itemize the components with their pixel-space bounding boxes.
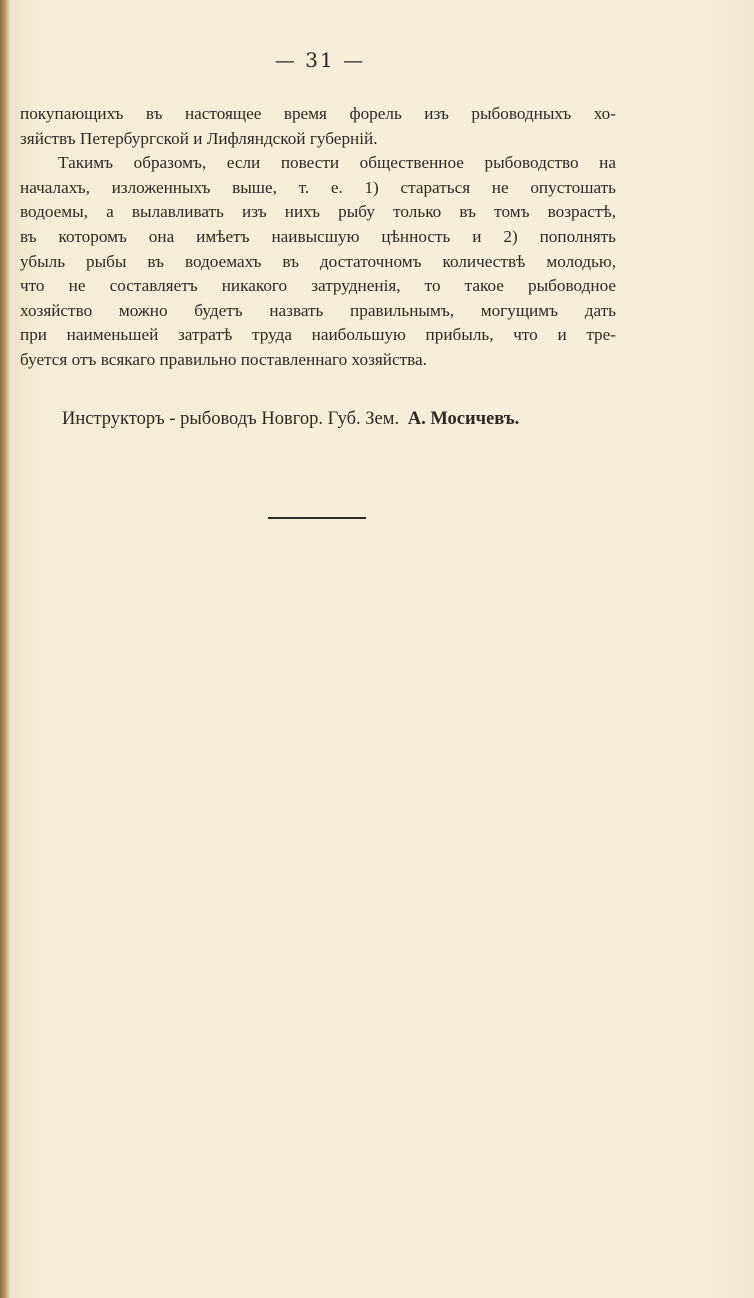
text-line: что не составляетъ никакого затрудненія, то такое рыбоводное xyxy=(20,276,616,296)
text-line: покупающихъ въ настоящее время форель изъ рыбоводныхъ хо- xyxy=(20,104,616,123)
text-line: зяйствъ Петербургской и Лифляндской губерній. xyxy=(20,128,378,148)
signature-title: Инструкторъ - рыбоводъ Новгор. Губ. Зем. xyxy=(62,409,400,429)
page-number: — 31 — xyxy=(274,48,366,72)
text-line: началахъ, изложенныхъ выше, т. е. 1) стараться не опустошать xyxy=(20,177,616,197)
text-line: въ которомъ она имѣетъ наивысшую цѣнность и 2) пополнять xyxy=(20,226,616,246)
end-rule xyxy=(268,517,366,519)
text-line: буется отъ всякаго правильно поставленнаго хозяйства. xyxy=(20,349,427,369)
signature-name: А. Мосичевъ. xyxy=(407,409,520,429)
binding-edge xyxy=(0,0,10,1298)
body-text xyxy=(20,102,616,373)
text-line: убыль рыбы въ водоемахъ въ достаточномъ количествѣ молодью, xyxy=(20,251,616,271)
text-line: хозяйство можно будетъ назвать правильнымъ, могущимъ дать xyxy=(20,300,616,320)
signature xyxy=(62,409,519,430)
text-line: водоемы, а вылавливать изъ нихъ рыбу только въ томъ возрастѣ, xyxy=(20,202,616,222)
text-line: при наименьшей затратѣ труда наибольшую прибыль, что и тре- xyxy=(20,325,616,345)
text-line: Такимъ образомъ, если повести общественное рыбоводство на xyxy=(58,153,616,173)
